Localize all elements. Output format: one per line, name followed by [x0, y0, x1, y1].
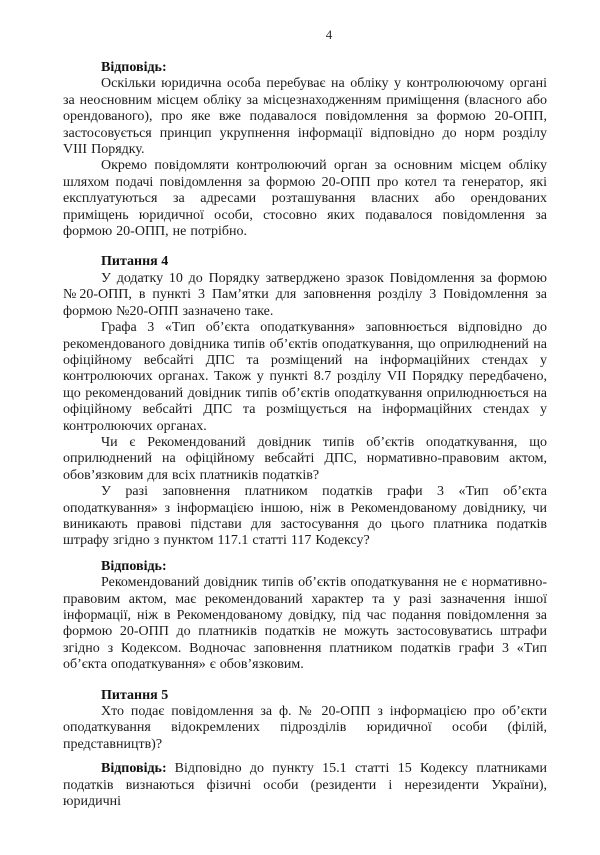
answer-q3-paragraph-1: Оскільки юридична особа перебуває на обліку у контролюючому органі за неосновним місцем обліку за місцезнаходженням приміщення (власного або орендованого), про яке вже подавалося повідомлення за формою 20-ОПП, застосовується принцип укрупнення інформації відповідно до норм розділу VIII Порядку.	[63, 76, 547, 158]
question-4-heading: Питання 4	[101, 254, 169, 270]
question-5-heading: Питання 5	[101, 687, 169, 703]
document-content	[63, 60, 547, 810]
question-4-paragraph-1: У додатку 10 до Порядку затверджено зразок Повідомлення за формою №20-ОПП, в пункті 3 Пам’ятки для заповнення розділу 3 Повідомлення за формою №20-ОПП зазначено таке.	[63, 270, 547, 319]
question-5-paragraph: Хто подає повідомлення за ф. № 20-ОПП з інформацією про об’єкти оподаткування відокремлених підрозділів юридичної особи (філій, представництв)?	[63, 704, 547, 752]
answer-q3-paragraph-2: Окремо повідомляти контролюючий орган за основним місцем обліку шляхом подачі повідомлення за формою 20-ОПП про котел та генератор, які експлуатуються за адресами розташування власних або орендованих приміщень юридичної особи, стосовно яких подавалося повідомлення за формою 20-ОПП, не потрібно.	[63, 158, 547, 240]
answer-q5-text: Відповідно до пункту 15.1 статті 15 Кодексу платниками податків визнаються фізичні особи (резиденти і нерезиденти України), юридичні	[63, 761, 547, 810]
question-4-paragraph-3: Чи є Рекомендований довідник типів об’єктів оподаткування, що оприлюднений на офіційному вебсайті ДПС, нормативно-правовим актом, обов’язковим для всіх платників податків?	[63, 434, 547, 483]
answer-heading-q4: Відповідь:	[101, 558, 167, 574]
answer-q5-inline-heading: Відповідь:	[101, 761, 167, 777]
question-4-paragraph-2: Графа 3 «Тип об’єкта оподаткування» заповнюється відповідно до рекомендованого довідника типів об’єктів оподаткування, що оприлюднений на офіційному вебсайті ДПС та розміщений на інформаційних стендах у контролюючих органах. Також у пункті 8.7 розділу VII Порядку передбачено, що рекомендований довідник типів об’єктів оподаткування оприлюднюється на офіційному вебсайті ДПС та розміщується на інформаційних стендах у контролюючих органах.	[63, 320, 547, 434]
question-4-paragraph-4: У разі заповнення платником податків графи 3 «Тип об’єкта оподаткування» з інформацією іншою, ніж в Рекомендованому довіднику, чи виникають правові підстави для застосування до цього платника податків штрафу згідно з пунктом 117.1 статті 117 Кодексу?	[63, 484, 547, 549]
answer-q5-paragraph	[63, 761, 547, 810]
answer-q4-paragraph: Рекомендований довідник типів об’єктів оподаткування не є нормативно-правовим актом, має рекомендований характер та у разі зазначення іншої інформації, ніж в Рекомендованому довідку, під час подання повідомлення за формою 20-ОПП до платників податків не можуть застосовуватись штрафи згідно з Кодексом. Водночас заповнення платником податків графи 3 «Тип об’єкта оподаткування» є обов’язковим.	[63, 575, 547, 673]
page-number: 4	[325, 27, 333, 42]
answer-heading-q3: Відповідь:	[101, 60, 167, 75]
